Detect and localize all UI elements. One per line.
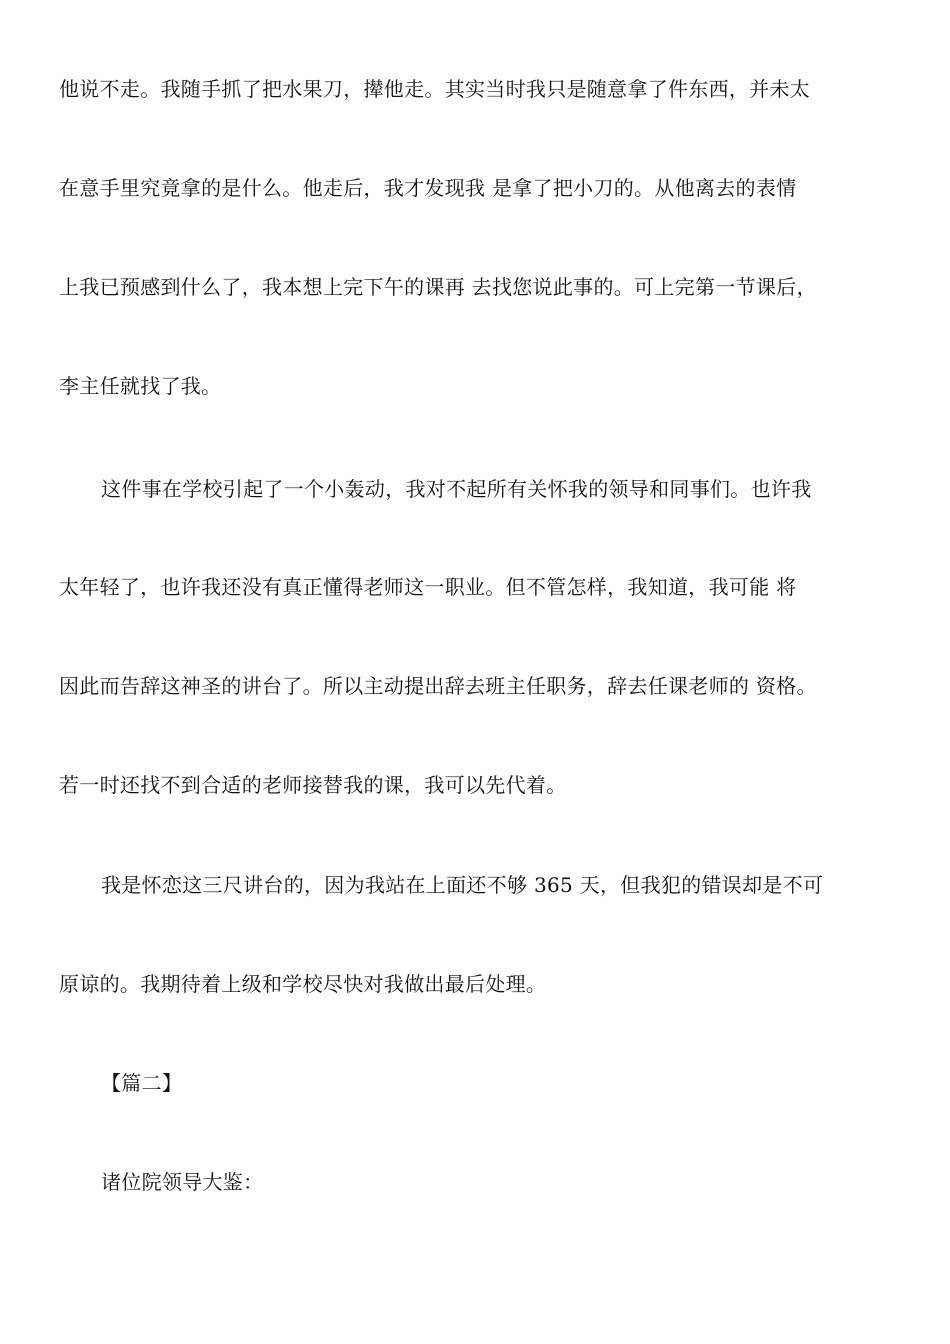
- paragraph-line: 这件事在学校引起了一个小轰动，我对不起所有关怀我的领导和同事们。也许我: [101, 477, 812, 501]
- paragraph-line: 李主任就找了我。: [59, 374, 222, 398]
- paragraph-line: 上我已预感到什么了，我本想上完下午的课再 去找您说此事的。可上完第一节课后，: [59, 275, 817, 299]
- section-heading: 【篇二】: [101, 1071, 183, 1095]
- paragraph-line: 太年轻了，也许我还没有真正懂得老师这一职业。但不管怎样，我知道，我可能 将: [59, 575, 797, 599]
- paragraph-line: 若一时还找不到合适的老师接替我的课，我可以先代着。: [59, 773, 567, 797]
- paragraph-line: 原谅的。我期待着上级和学校尽快对我做出最后处理。: [59, 972, 547, 996]
- paragraph-line: 我是怀恋这三尺讲台的，因为我站在上面还不够 365 天，但我犯的错误却是不可: [101, 873, 824, 897]
- paragraph-line: 因此而告辞这神圣的讲台了。所以主动提出辞去班主任职务，辞去任课老师的 资格。: [59, 674, 817, 698]
- salutation: 诸位院领导大鉴：: [101, 1170, 264, 1194]
- paragraph-line: 他说不走。我随手抓了把水果刀，撵他走。其实当时我只是随意拿了件东西，并未太: [59, 77, 811, 101]
- paragraph-line: 在意手里究竟拿的是什么。他走后，我才发现我 是拿了把小刀的。从他离去的表情: [59, 176, 797, 200]
